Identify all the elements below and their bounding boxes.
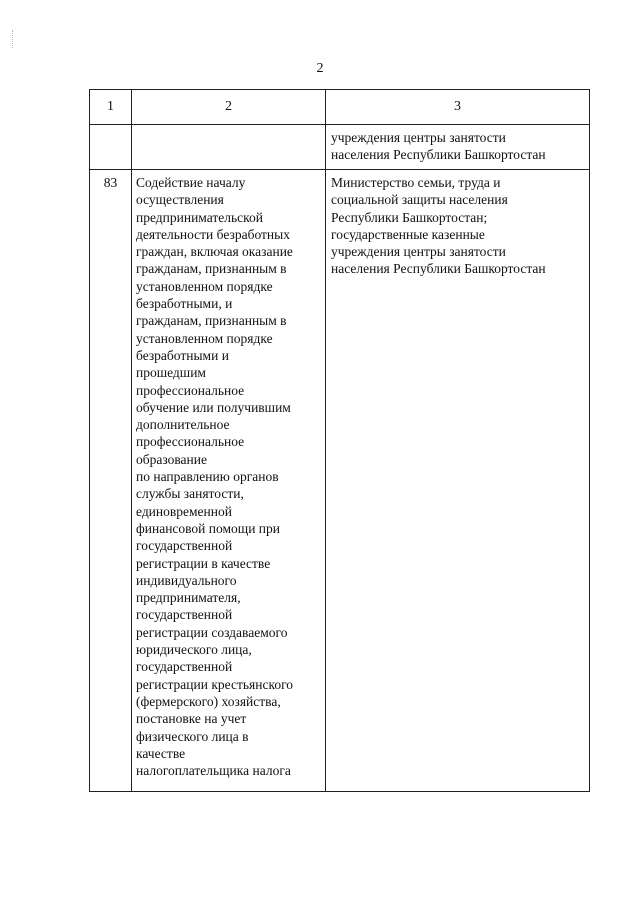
column-header-1: 1 <box>90 90 132 125</box>
description-text <box>136 174 322 779</box>
description-line: прошедшим <box>136 365 206 381</box>
description-line: регистрации в качестве <box>136 555 271 571</box>
description-cell <box>132 170 326 792</box>
table-row-continuation <box>90 125 590 170</box>
responsible-line: учреждения центры занятости <box>331 244 506 260</box>
description-line: государственной <box>136 538 233 554</box>
table-row-83 <box>90 170 590 792</box>
responsible-line: социальной защиты населения <box>331 192 508 208</box>
responsible-line: Республики Башкортостан; <box>331 209 488 225</box>
responsible-line: государственные казенные <box>331 226 485 242</box>
responsible-line: учреждения центры занятости <box>331 130 506 145</box>
description-line: гражданам, признанным в <box>136 313 287 329</box>
description-line: качестве <box>136 745 186 761</box>
responsible-cell <box>326 125 590 170</box>
description-line: безработными и <box>136 347 229 363</box>
row-number-cell: 83 <box>90 170 132 792</box>
description-line: предпринимательской <box>136 209 264 225</box>
description-line: единовременной <box>136 503 232 519</box>
description-line: образование <box>136 451 207 467</box>
description-line: деятельности безработных <box>136 226 290 242</box>
column-header-3: 3 <box>326 90 590 125</box>
description-line: финансовой помощи при <box>136 520 280 536</box>
description-line: осуществления <box>136 192 224 208</box>
description-line: обучение или получившим <box>136 399 291 415</box>
description-line: физического лица в <box>136 728 249 744</box>
responsible-line: Министерство семьи, труда и <box>331 175 501 190</box>
document-table <box>89 89 590 792</box>
responsible-line: населения Республики Башкортостан <box>331 147 546 163</box>
description-line: профессиональное <box>136 382 245 398</box>
column-header-2: 2 <box>132 90 326 125</box>
description-line: (фермерского) хозяйства, <box>136 693 281 709</box>
description-line: профессиональное <box>136 434 245 450</box>
description-line: индивидуального <box>136 572 237 588</box>
description-line: регистрации создаваемого <box>136 624 288 640</box>
description-line: службы занятости, <box>136 486 244 502</box>
table-header-row <box>90 90 590 125</box>
description-cell <box>132 125 326 170</box>
description-line: государственной <box>136 607 233 623</box>
responsible-line: населения Республики Башкортостан <box>331 261 546 277</box>
description-line: установленном порядке <box>136 278 273 294</box>
description-line: предпринимателя, <box>136 590 241 606</box>
description-line: Содействие началу <box>136 175 246 190</box>
description-line: граждан, включая оказание <box>136 244 293 260</box>
description-line: регистрации крестьянского <box>136 676 294 692</box>
description-line: установленном порядке <box>136 330 273 346</box>
description-line: постановке на учет <box>136 711 247 727</box>
row-number-cell <box>90 125 132 170</box>
description-line: дополнительное <box>136 417 230 433</box>
scan-artifact <box>12 30 14 48</box>
description-line: гражданам, признанным в <box>136 261 287 277</box>
responsible-text <box>331 174 586 278</box>
responsible-text <box>331 129 586 164</box>
responsible-cell <box>326 170 590 792</box>
description-line: безработными, и <box>136 296 233 312</box>
description-line: по направлению органов <box>136 469 279 485</box>
description-line: государственной <box>136 659 233 675</box>
description-line: юридического лица, <box>136 642 252 658</box>
page-number: 2 <box>316 61 324 76</box>
description-line: налогоплательщика налога <box>136 763 291 779</box>
